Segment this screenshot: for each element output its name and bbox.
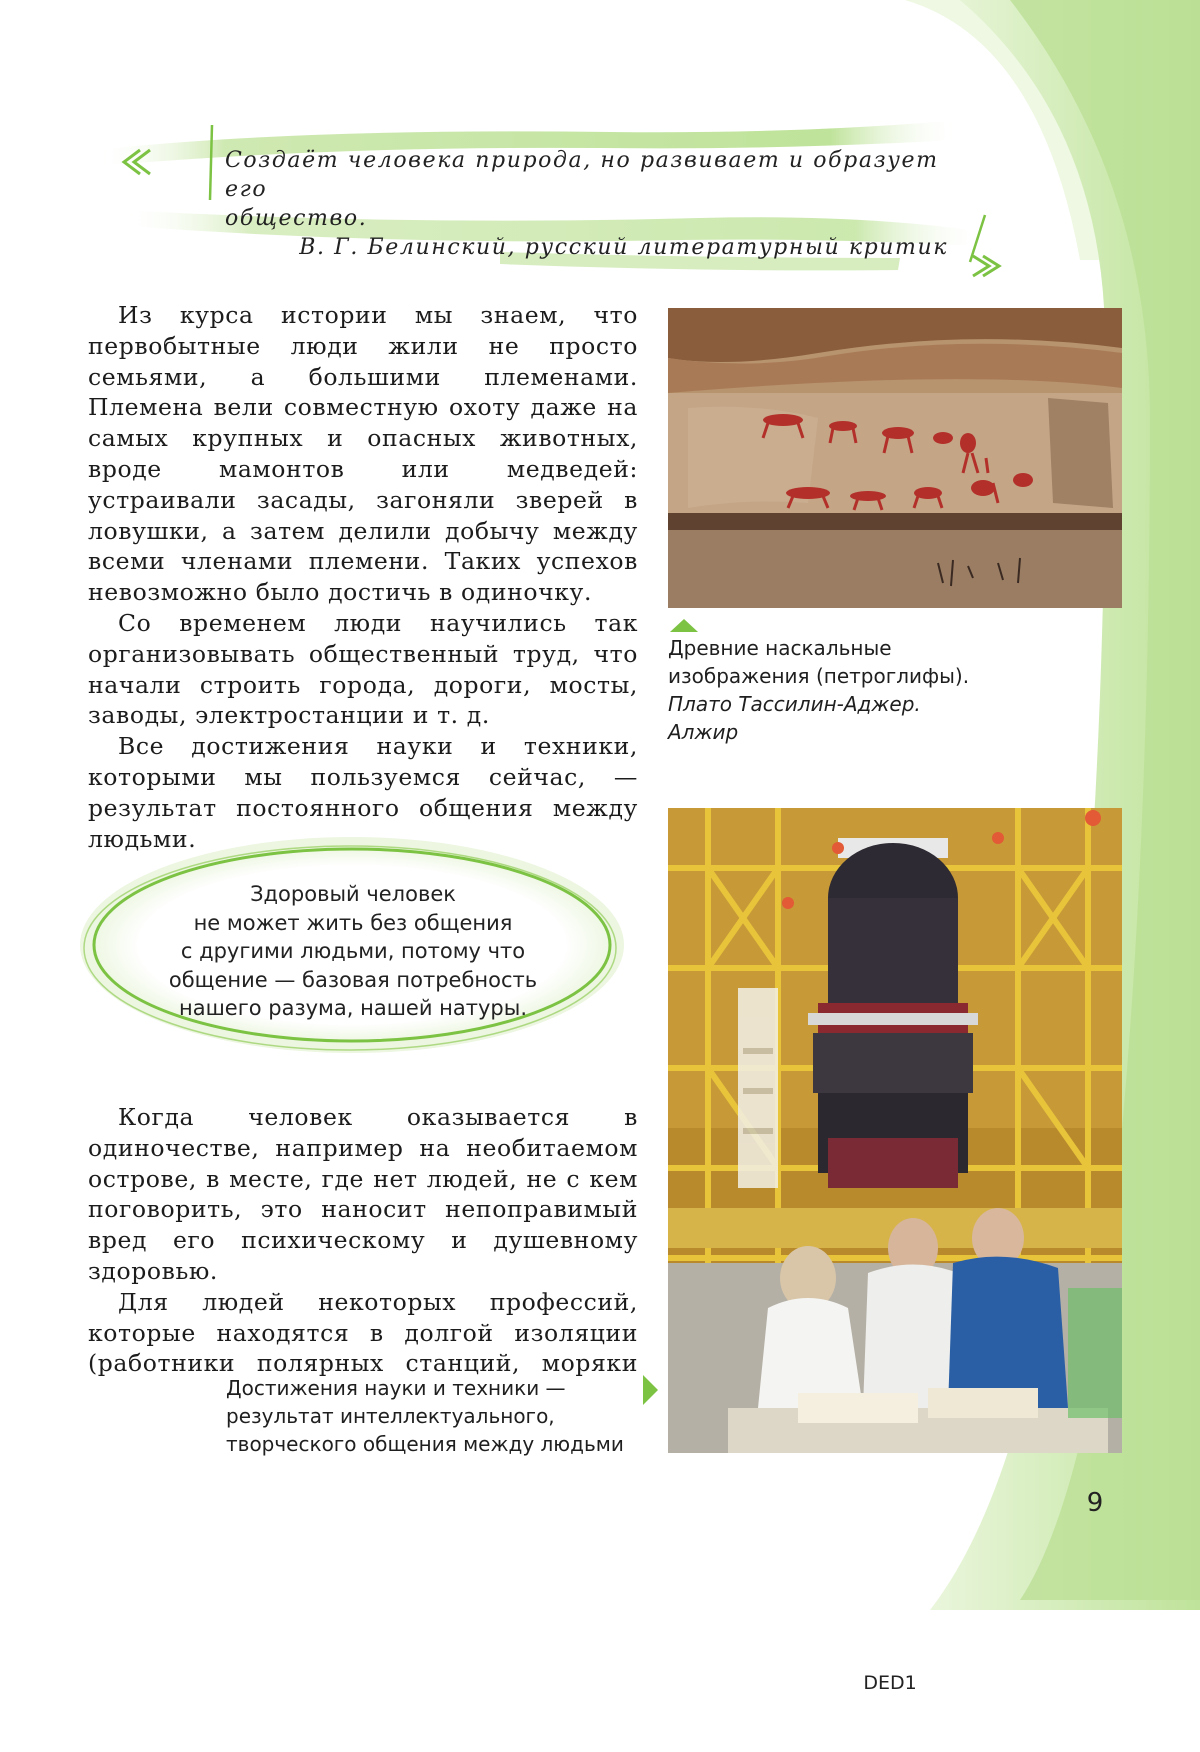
spacecraft-assembly-photo (668, 808, 1122, 1453)
callout-line: с другими людьми, потому что (180, 939, 526, 963)
epigraph-author: В. Г. Белинский, русский литературный критик (299, 235, 948, 260)
petroglyphs-caption (668, 634, 998, 746)
paragraph-isolation: Когда человек оказывается в одиночестве, например на необитаемом острове, в месте, где нет людей, не с кем поговорить, это наносит непоправимый вред его психическому и душевному здоровью. (88, 1103, 638, 1285)
body-text-top (88, 300, 638, 854)
body-text-bottom (88, 1102, 638, 1379)
epigraph-quote-line1: Создаёт человека природа, но развивает и образует его (225, 148, 939, 202)
epigraph-quote-line2: общество. (225, 206, 368, 231)
page-number: 9 (1086, 1488, 1104, 1518)
document-code: DED1 (863, 1672, 917, 1694)
paragraph-prehistoric-tribes: Из курса истории мы знаем, что первобытные люди жили не просто семьями, а большими племенами. Племена вели совместную охоту даже на самых крупных и опасных животных, вроде мамонтов или медведей: устраивали засады, загоняли зверей в ловушки, а затем делили добычу между всеми членами племени. Таких успехов невозможно было достичь в одиночку. (88, 301, 638, 607)
callout-line: общение — базовая потребность (168, 967, 538, 992)
petroglyphs-photo (668, 308, 1122, 608)
callout-line: не может жить без общения (193, 910, 513, 935)
paragraph-isolated-professions: Для людей некоторых профессий, которые находятся в долгой изоляции (работники полярных станций, моряки (88, 1287, 638, 1378)
triangle-up-icon (670, 619, 698, 632)
paragraph-social-labor: Со временем люди научились так организовывать общественный труд, что начали строить города, дороги, мосты, заводы, электростанции и т. д. (88, 608, 638, 730)
science-caption (226, 1374, 646, 1458)
caption-line: Достижения науки и техники — (226, 1376, 566, 1400)
callout-line: нашего разума, нашей натуры. (178, 996, 528, 1020)
caption-country: Алжир (668, 720, 739, 744)
caption-line: изображения (петроглифы). (668, 664, 970, 688)
callout-text (118, 880, 588, 1023)
callout-line: Здоровый человек (250, 882, 456, 906)
caption-line: Древние наскальные (668, 636, 892, 660)
chevrons-right-icon (973, 256, 999, 276)
caption-line: результат интеллектуального, (226, 1404, 555, 1428)
caption-line: творческого общения между людьми (226, 1432, 624, 1456)
epigraph (225, 146, 950, 262)
paragraph-science-achievements: Все достижения науки и техники, которыми мы пользуемся сейчас, — результат постоянного общения между людьми. (88, 732, 638, 853)
caption-location: Плато Тассилин-Аджер. (668, 692, 921, 716)
